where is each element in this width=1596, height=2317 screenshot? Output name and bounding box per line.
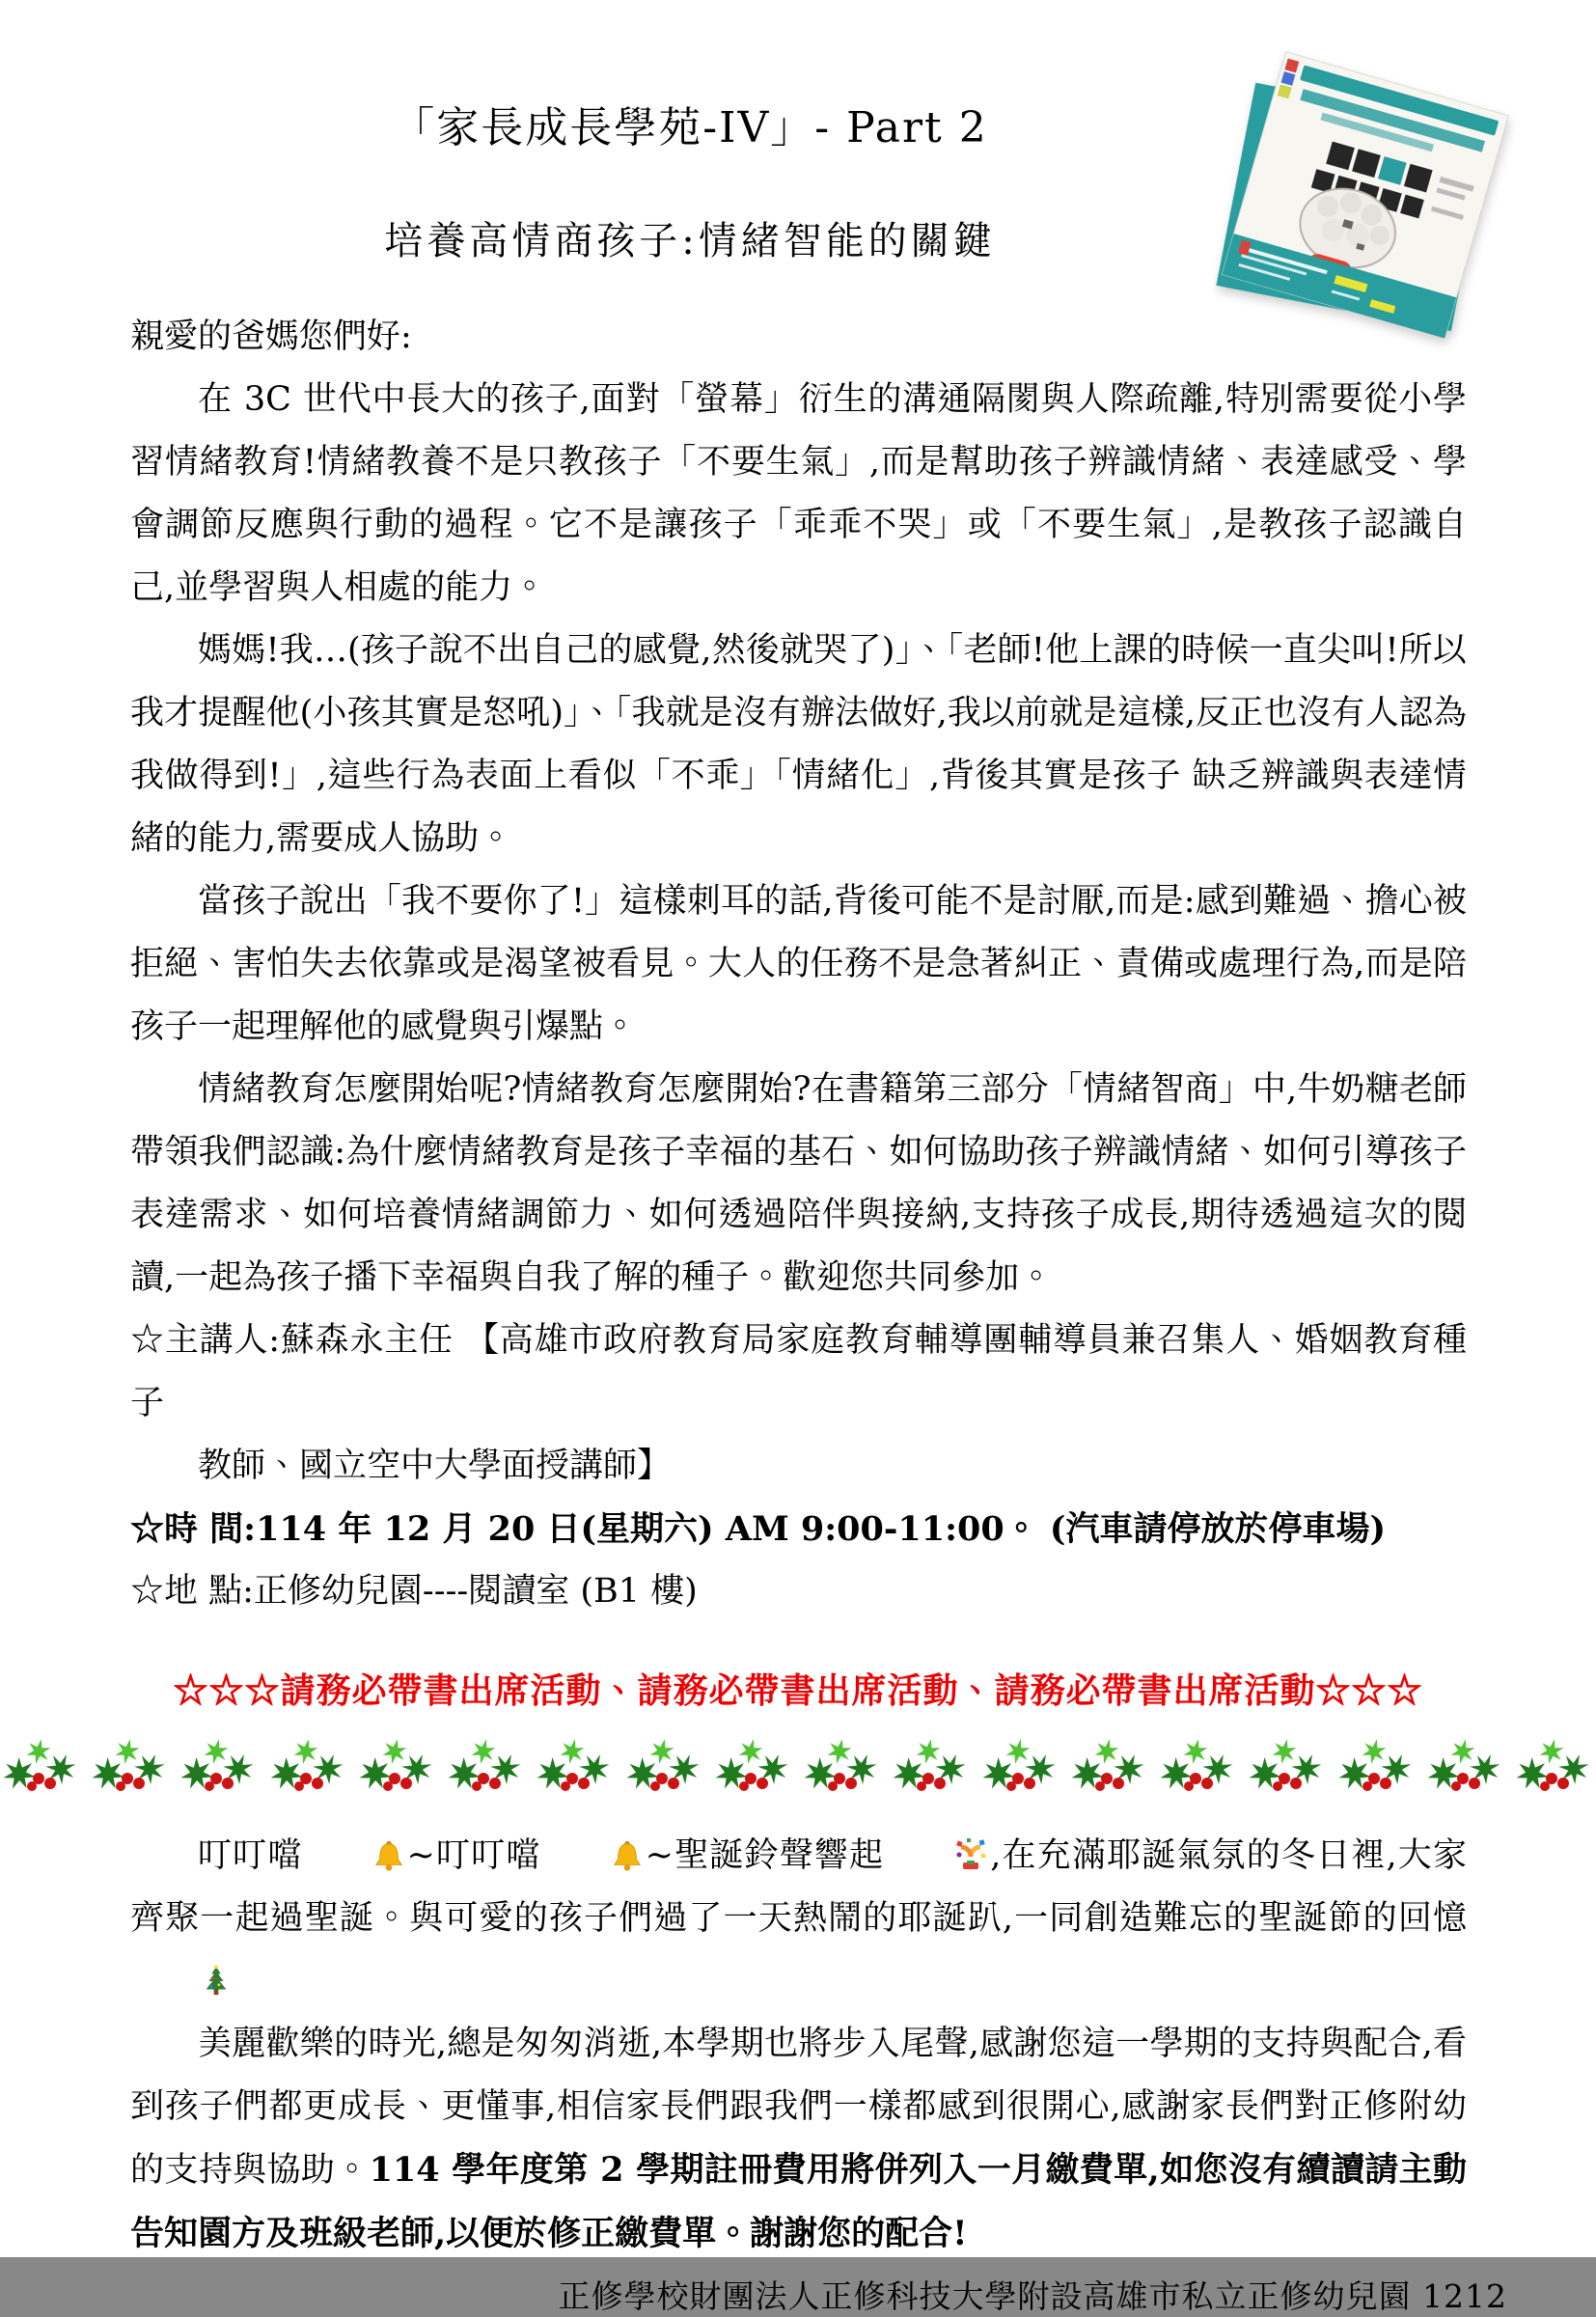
holly-cluster-icon [979,1739,1062,1797]
greeting-line: 親愛的爸媽您們好: [130,317,412,356]
holly-cluster-icon [1424,1739,1507,1797]
holly-cluster-icon [356,1739,439,1797]
book-cover-image [1215,50,1514,345]
bell-icon [305,1839,405,1872]
speaker-line-2: 教師、國立空中大學面授講師】 [198,1447,672,1485]
header [0,0,1380,265]
holly-cluster-icon [1246,1739,1329,1797]
closing-paragraph [130,2013,1467,2266]
holly-cluster-icon [1068,1739,1151,1797]
footer-line: 正修學校財團法人正修科技大學附設高雄市私立正修幼兒園 1212 [558,2277,1507,2315]
paragraph-screen-generation: 在 3C 世代中長大的孩子,面對「螢幕」衍生的溝通隔閡與人際疏離,特別需要從小學習情緒教育!情緒教養不是只教孩子「不要生氣」,而是幫助孩子辨識情緒、表達感受、學會調節反應與行動的過程。它不是讓孩子「乖乖不哭」或「不要生氣」,是教孩子認識自己,並學習與人相處的能力。 [130,380,1467,607]
bring-book-notice: ☆☆☆請務必帶書出席活動、請務必帶書出席活動、請務必帶書出席活動☆☆☆ [173,1670,1423,1711]
holly-cluster-icon [178,1739,261,1797]
holly-cluster-icon [623,1739,706,1797]
holly-cluster-icon [1513,1739,1596,1797]
paragraph-child-quotes: 媽媽!我…(孩子說不出自己的感覺,然後就哭了)」、「老師!他上課的時候一直尖叫!所以我才提醒他(小孩其實是怒吼)」、「我就是沒有辦法做好,我以前就是這樣,反正也沒有人認為我做得到!」,這些行為表面上看似「不乖」「情緒化」,背後其實是孩子 缺乏辨識與表達情緒的能力,需要成人協助。 [130,631,1467,858]
christmas-text-segment: ~聖誕鈴聲響起 [645,1836,885,1875]
closing-normal-text: 美麗歡樂的時光,總是匆匆消逝,本學期也將步入尾聲,感謝您這一學期的支持與配合,看到孩子們都更成長、更懂事,相信家長們跟我們一樣都感到很開心,感謝家長們對正修附幼的支持與協助。 [130,2025,1467,2190]
christmas-text-segment: ~叮叮噹 [406,1836,541,1875]
speaker-line-1: ☆主講人:蘇森永主任 【高雄市政府教育局家庭教育輔導團輔導員兼召集人、婚姻教育種子 [130,1321,1467,1422]
holly-cluster-icon [890,1739,973,1797]
tree-icon [132,1965,233,1998]
holly-border-decoration [0,1738,1596,1798]
event-place-line: ☆地 點:正修幼兒園----閱讀室 (B1 樓) [130,1572,698,1611]
page-subtitle: 培養高情商孩子:情緒智能的關鍵 [384,219,996,263]
holly-cluster-icon [0,1739,83,1797]
closing-bold-text: 114 學年度第 2 學期註冊費用將併列入一月繳費單,如您沒有續讀請主動告知園方及班級老師,以便於修正繳費單。謝謝您的配合! [130,2150,1467,2253]
christmas-text-segment: ,在充滿耶誕氣氛的冬日裡,大家齊聚一起過聖誕。與可愛的孩子們過了一天熱鬧的耶誕趴,一同創造難忘的聖誕節的回憶 [130,1836,1467,1938]
holly-cluster-icon [1157,1739,1240,1797]
holly-cluster-icon [801,1739,884,1797]
letter-body [130,306,1467,1623]
holly-cluster-icon [267,1739,350,1797]
holly-cluster-icon [89,1739,172,1797]
paragraph-harsh-words: 當孩子說出「我不要你了!」這樣刺耳的話,背後可能不是討厭,而是:感到難過、擔心被拒絕、害怕失去依靠或是渴望被看見。大人的任務不是急著糾正、責備或處理行為,而是陪孩子一起理解他的感覺與引爆點。 [130,882,1467,1046]
christmas-paragraph [130,1825,1467,2013]
confetti-icon [886,1837,988,1872]
holly-cluster-icon [534,1739,617,1797]
holly-cluster-icon [1335,1739,1418,1797]
page-title: 「家長成長學苑-IV」- Part 2 [392,103,988,152]
christmas-section [130,1825,1467,2266]
holly-cluster-icon [712,1739,795,1797]
paragraph-book-intro: 情緒教育怎麼開始呢?情緒教育怎麼開始?在書籍第三部分「情緒智商」中,牛奶糖老師帶領我們認識:為什麼情緒教育是孩子幸福的基石、如何協助孩子辨識情緒、如何引導孩子表達需求、如何培養情緒調節力、如何透過陪伴與接納,支持孩子成長,期待透過這次的閱讀,一起為孩子播下幸福與自我了解的種子。歡迎您共同參加。 [130,1070,1467,1297]
holly-cluster-icon [445,1739,528,1797]
book-cover-art [1215,50,1514,345]
event-time-line: ☆時 間:114 年 12 月 20 日(星期六) AM 9:00-11:00。 (汽車請停放於停車場) [130,1509,1387,1549]
bell-icon [543,1839,644,1872]
christmas-text-segment: 叮叮噹 [198,1836,303,1875]
